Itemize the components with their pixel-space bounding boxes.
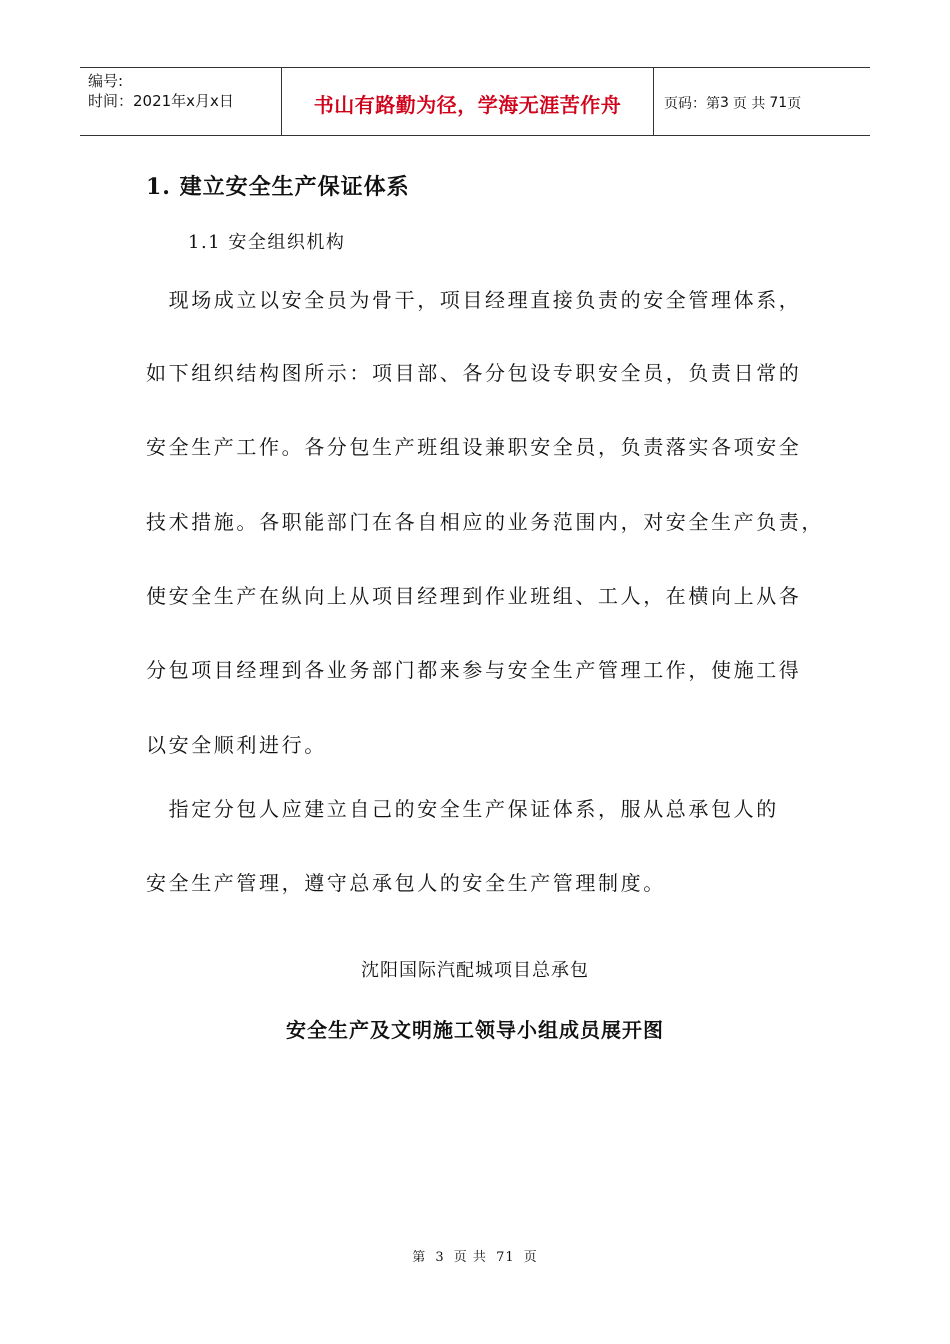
page-header: [80, 67, 870, 136]
body-line-8: 指定分包人应建立自己的安全生产保证体系，服从总承包人的: [146, 797, 779, 821]
chart-subtitle: 沈阳国际汽配城项目总承包: [361, 960, 589, 981]
footer-prefix: 第: [412, 1250, 427, 1265]
serial-label: 编号:: [88, 72, 124, 90]
motto-text: 书山有路勤为径，学海无涯苦作舟: [313, 93, 622, 117]
header-meta-cell: [80, 68, 282, 135]
body-line-2: 如下组织结构图所示：项目部、各分包设专职安全员，负责日常的: [146, 361, 802, 385]
page-code-mid: 页 共: [732, 95, 766, 112]
section-subheading: 1.1 安全组织机构: [188, 232, 346, 253]
header-motto-cell: [282, 68, 654, 135]
chart-title: 安全生产及文明施工领导小组成员展开图: [286, 1018, 664, 1042]
body-line-5: 使安全生产在纵向上从项目经理到作业班组、工人，在横向上从各: [146, 584, 802, 608]
header-page-code-cell: [654, 68, 870, 135]
date-label: 时间：2021年x月x日: [88, 92, 234, 110]
section-heading: 1. 建立安全生产保证体系: [146, 174, 410, 200]
footer-current-page: 3: [435, 1250, 445, 1265]
body-line-3: 安全生产工作。各分包生产班组设兼职安全员，负责落实各项安全: [146, 435, 802, 459]
page-code-total: 71: [769, 94, 788, 111]
body-line-4: 技术措施。各职能部门在各自相应的业务范围内，对安全生产负责，: [146, 510, 824, 534]
footer-mid: 页 共: [453, 1250, 487, 1265]
body-line-1: 现场成立以安全员为骨干，项目经理直接负责的安全管理体系，: [146, 288, 802, 312]
body-line-7: 以安全顺利进行。: [146, 733, 327, 757]
page-code-current: 3: [720, 94, 729, 111]
body-line-9: 安全生产管理，遵守总承包人的安全生产管理制度。: [146, 871, 666, 895]
footer-total-pages: 71: [496, 1250, 515, 1265]
page-code-label: 页码：第: [664, 95, 720, 112]
page-code-end: 页: [787, 95, 802, 112]
body-line-6: 分包项目经理到各业务部门都来参与安全生产管理工作，使施工得: [146, 658, 802, 682]
page-footer: [0, 1246, 950, 1265]
footer-suffix: 页: [523, 1250, 538, 1265]
